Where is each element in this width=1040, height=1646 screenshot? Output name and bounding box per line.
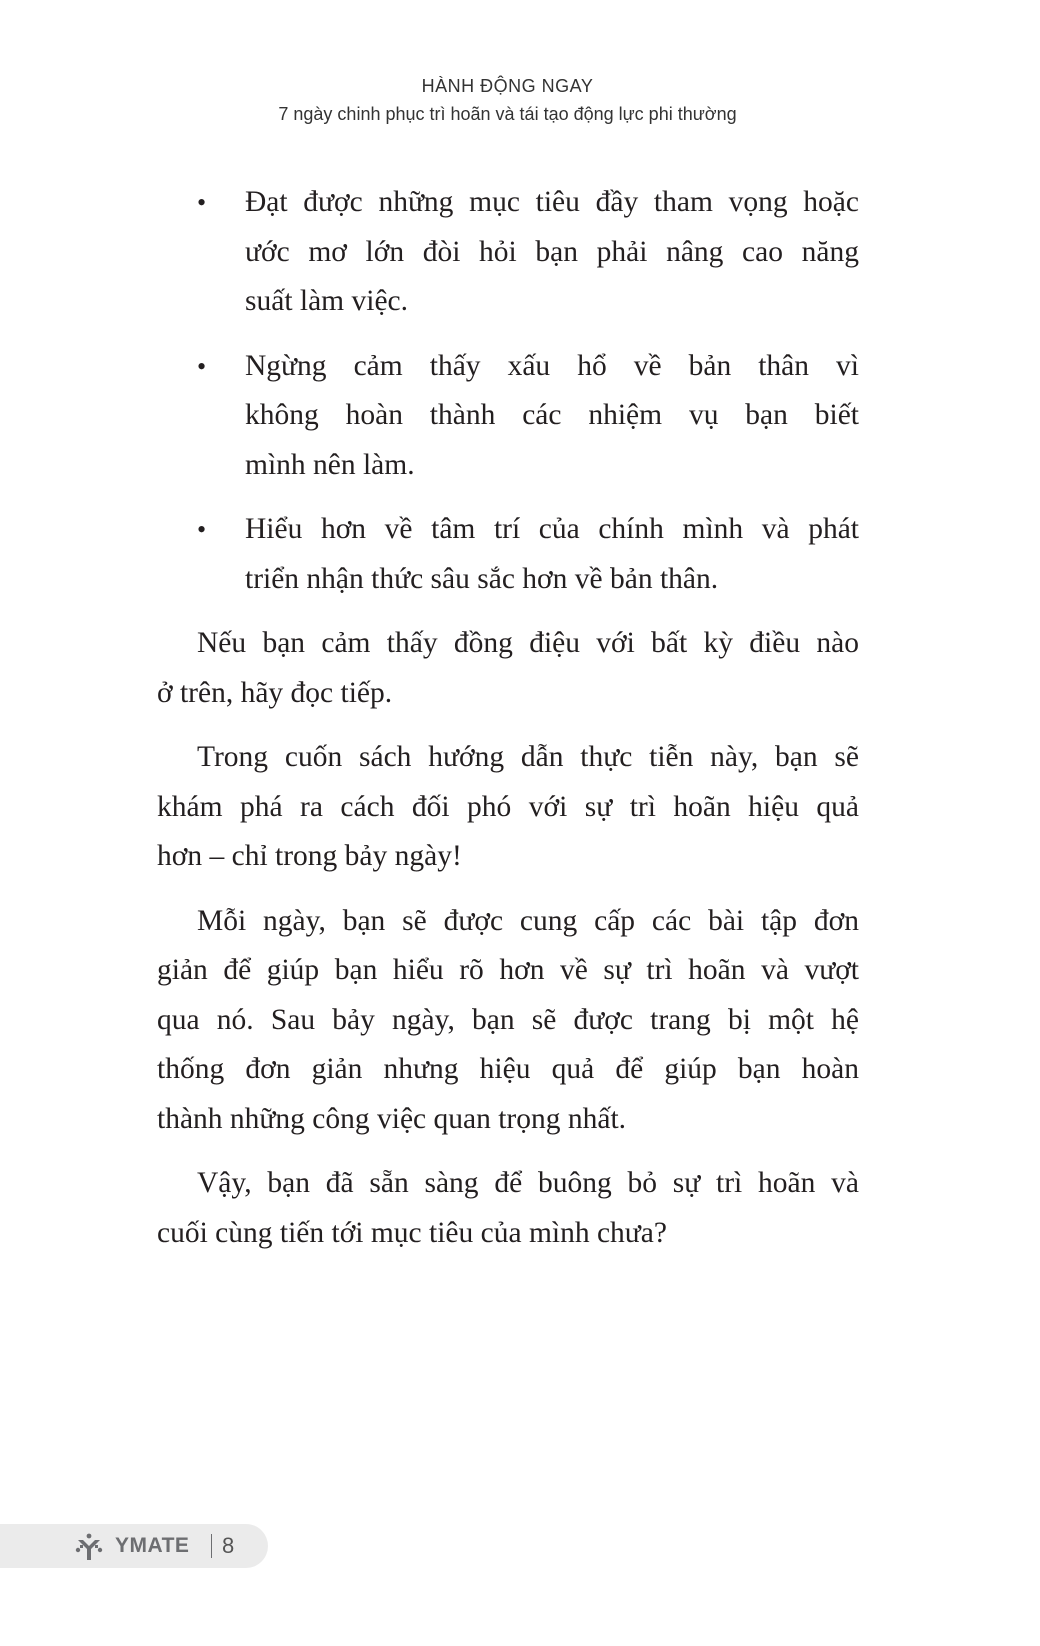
paragraph (157, 897, 859, 1145)
bullet-item (157, 342, 859, 491)
bullet-marker: • (197, 351, 207, 381)
text-line: mình nên làm. (245, 448, 415, 481)
page-number: 8 (222, 1533, 235, 1558)
bullet-item (157, 505, 859, 604)
text-line: Vậy, bạn đã sẵn sàng để buông bỏ sự trì hoãn và (197, 1167, 859, 1199)
brand-name: YMATE (115, 1534, 190, 1557)
text-line: cuối cùng tiến tới mục tiêu của mình chưa? (157, 1216, 667, 1249)
text-line: qua nó. Sau bảy ngày, bạn sẽ được trang bị một hệ (157, 1003, 859, 1036)
text-line: Trong cuốn sách hướng dẫn thực tiễn này, bạn sẽ (197, 741, 859, 773)
text-line: thành những công việc quan trọng nhất. (157, 1102, 627, 1135)
page-footer (0, 1524, 268, 1568)
text-line: Ngừng cảm thấy xấu hổ về bản thân vì (245, 349, 859, 382)
bullet-marker: • (197, 188, 207, 217)
text-line: ước mơ lớn đòi hỏi bạn phải nâng cao năng (245, 235, 859, 268)
text-line: ở trên, hãy đọc tiếp. (157, 676, 393, 709)
footer-divider (211, 1534, 212, 1558)
running-header-title: HÀNH ĐỘNG NGAY (421, 76, 594, 96)
paragraph (157, 619, 859, 718)
text-line: khám phá ra cách đối phó với sự trì hoãn hiệu quả (157, 790, 859, 823)
paragraph (157, 1159, 859, 1258)
text-line: suất làm việc. (245, 285, 409, 317)
paragraph (157, 733, 859, 882)
text-line: không hoàn thành các nhiệm vụ bạn biết (245, 399, 859, 431)
text-line: hơn – chỉ trong bảy ngày! (157, 840, 462, 872)
text-line: Nếu bạn cảm thấy đồng điệu với bất kỳ điều nào (197, 627, 859, 659)
running-header-subtitle: 7 ngày chinh phục trì hoãn và tái tạo động lực phi thường (278, 104, 737, 124)
text-line: triển nhận thức sâu sắc hơn về bản thân. (245, 562, 719, 595)
bullet-marker: • (197, 515, 207, 544)
text-line: Mỗi ngày, bạn sẽ được cung cấp các bài tập đơn (197, 904, 859, 937)
text-line: Hiểu hơn về tâm trí của chính mình và phát (245, 513, 859, 545)
text-line: giản để giúp bạn hiểu rõ hơn về sự trì hoãn và vượt (157, 954, 859, 986)
text-line: thống đơn giản nhưng hiệu quả để giúp bạn hoàn (157, 1053, 859, 1085)
bullet-item (157, 178, 859, 327)
page-body (157, 178, 859, 1273)
ymate-logo-icon (75, 1533, 103, 1561)
text-line: Đạt được những mục tiêu đầy tham vọng hoặc (245, 186, 859, 218)
